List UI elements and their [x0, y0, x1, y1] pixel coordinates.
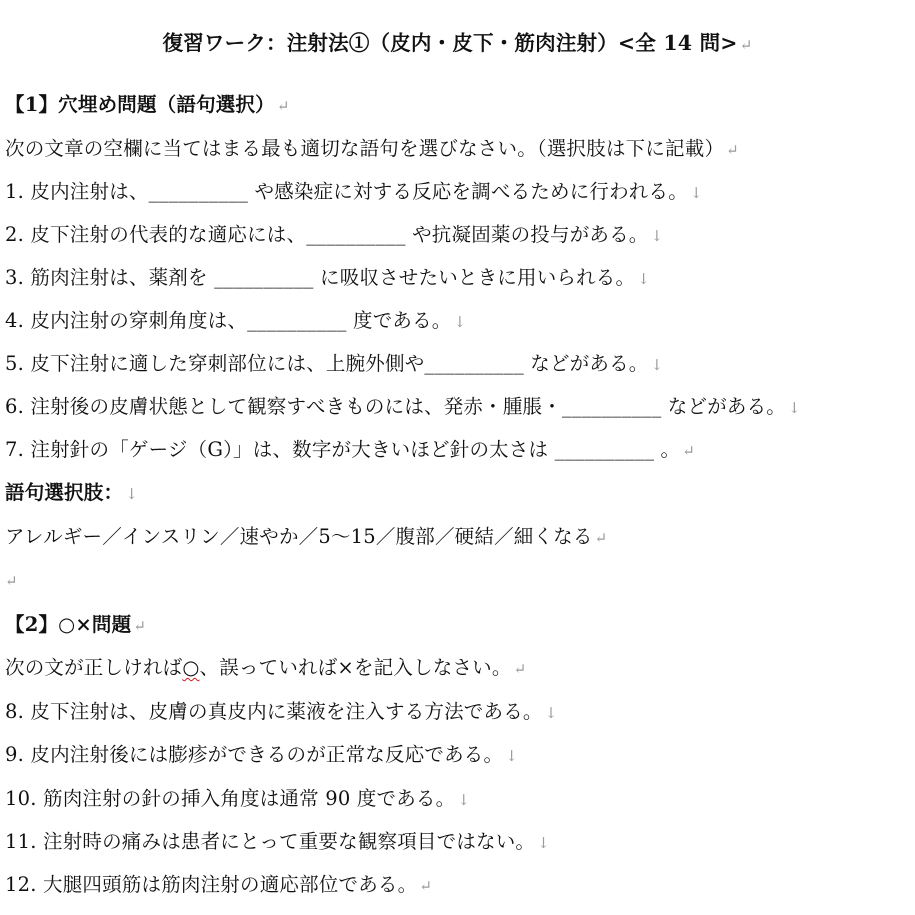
linebreak-mark: ↓ [544, 704, 558, 722]
paragraph-mark: ↵ [726, 141, 739, 159]
section2-heading-text: 【2】○×問題 [5, 613, 132, 636]
question-6 [5, 394, 801, 421]
choices-text: アレルギー／インスリン／速やか／5〜15／腹部／硬結／細くなる [5, 525, 593, 548]
section2-instruction [5, 655, 526, 682]
question-text: 5. 皮下注射に適した穿刺部位には、上腕外側や__________ などがある。 [5, 352, 649, 375]
question-1 [5, 179, 703, 206]
question-3 [5, 265, 650, 292]
linebreak-mark: ↓ [650, 356, 664, 374]
paragraph-mark: ↵ [513, 660, 527, 678]
paragraph-mark: ↵ [5, 572, 18, 590]
linebreak-mark: ↓ [537, 834, 550, 852]
paragraph-mark: ↵ [682, 442, 696, 460]
section2-instruction-after: 、誤っていれば×を記入しなさい。 [199, 656, 512, 679]
choices-list [5, 524, 607, 551]
section1-heading-text: 【1】穴埋め問題（語句選択） [5, 93, 275, 116]
document-title-text: 復習ワーク：注射法①（皮内・皮下・筋肉注射）<全 14 問> [162, 31, 738, 55]
paragraph-mark: ↵ [133, 617, 147, 635]
question-9 [5, 742, 518, 769]
linebreak-mark: ↓ [457, 791, 471, 809]
question-text: 6. 注射後の皮膚状態として観察すべきものには、発赤・腫脹・__________ などがある。 [5, 395, 787, 418]
section1-heading [5, 92, 290, 119]
question-7 [5, 437, 695, 464]
question-text: 7. 注射針の「ゲージ（G）」は、数字が大きいほど針の太さは __________ 。 [5, 438, 681, 461]
question-text: 4. 皮内注射の穿刺角度は、__________ 度である。 [5, 309, 452, 332]
question-text: 8. 皮下注射は、皮膚の真皮内に薬液を注入する方法である。 [5, 700, 543, 723]
linebreak-mark: ↓ [689, 184, 703, 202]
question-text: 1. 皮内注射は、__________ や感染症に対する反応を調べるために行われる。 [5, 180, 688, 203]
question-10 [5, 786, 470, 813]
linebreak-mark: ↓ [637, 270, 650, 288]
choices-heading-text: 語句選択肢： [5, 481, 124, 504]
question-text: 9. 皮内注射後には膨疹ができるのが正常な反応である。 [5, 743, 504, 766]
question-text: 11. 注射時の痛みは患者にとって重要な観察項目ではない。 [5, 830, 536, 853]
question-text: 3. 筋肉注射は、薬剤を __________ に吸収させたいときに用いられる。 [5, 266, 636, 289]
empty-paragraph [5, 567, 18, 594]
question-text: 12. 大腿四頭筋は筋肉注射の適応部位である。 [5, 873, 418, 896]
question-8 [5, 699, 557, 726]
question-text: 10. 筋肉注射の針の挿入角度は通常 90 度である。 [5, 787, 456, 810]
question-11 [5, 829, 550, 856]
linebreak-mark: ↓ [505, 747, 518, 765]
section2-instruction-before: 次の文が正しければ [5, 656, 183, 679]
linebreak-mark: ↓ [650, 227, 664, 245]
section2-heading [5, 612, 146, 639]
question-2 [5, 222, 663, 249]
choices-heading [5, 480, 138, 507]
spellcheck-underlined-circle: ○ [182, 656, 200, 679]
section1-instruction-text: 次の文章の空欄に当てはまる最も適切な語句を選びなさい。（選択肢は下に記載） [5, 137, 725, 160]
paragraph-mark: ↵ [419, 877, 433, 895]
document-title [0, 30, 915, 58]
question-5 [5, 351, 663, 378]
paragraph-mark: ↵ [276, 97, 290, 115]
paragraph-mark: ↵ [739, 36, 753, 54]
paragraph-mark: ↵ [594, 529, 608, 547]
linebreak-mark: ↓ [125, 485, 138, 503]
linebreak-mark: ↓ [453, 313, 467, 331]
linebreak-mark: ↓ [788, 399, 801, 417]
section1-instruction [5, 136, 739, 163]
question-text: 2. 皮下注射の代表的な適応には、__________ や抗凝固薬の投与がある。 [5, 223, 649, 246]
question-12 [5, 872, 432, 899]
question-4 [5, 308, 466, 335]
